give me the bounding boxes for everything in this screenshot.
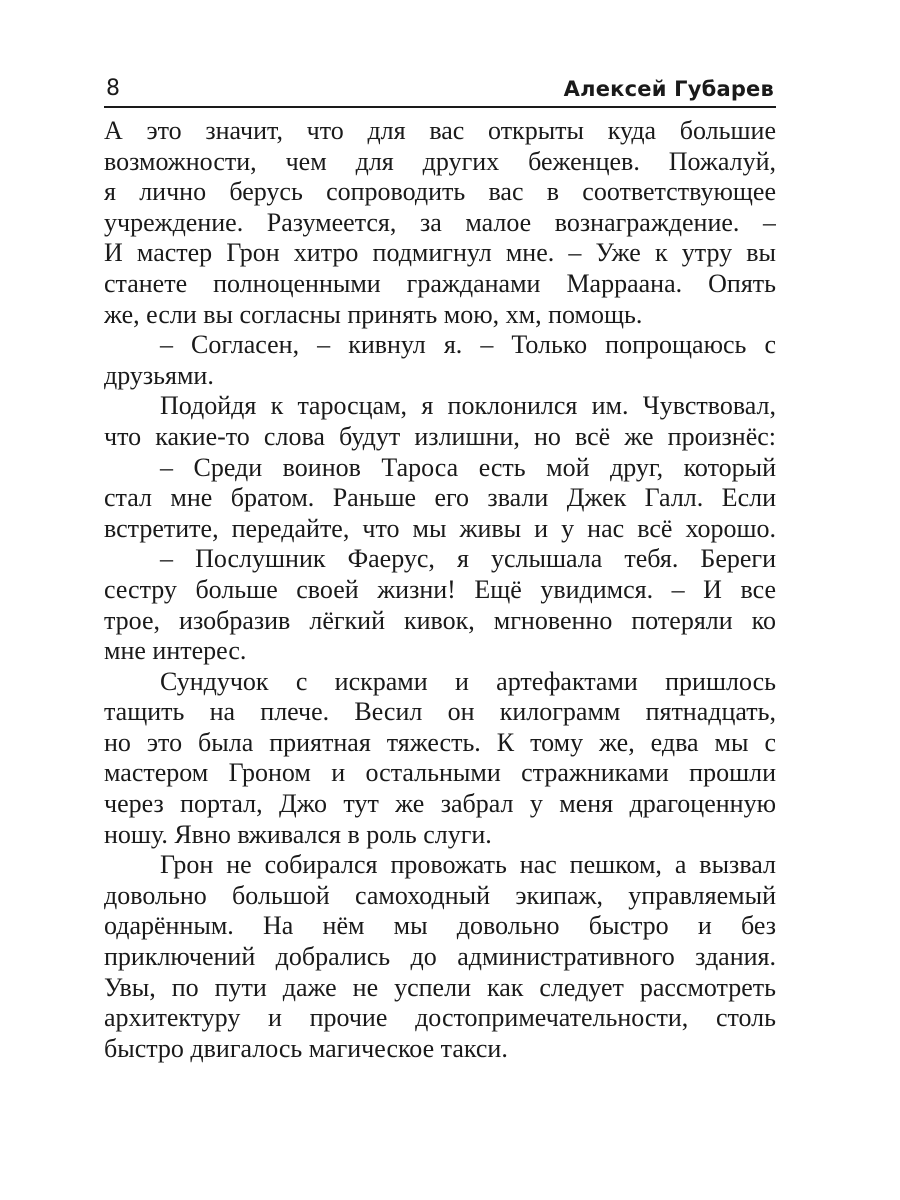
text-line: но это была приятная тяжесть. К тому же, едва мы с: [104, 727, 776, 757]
text-line: Подойдя к тaросцам, я поклонился им. Чувствовал,: [160, 391, 776, 421]
text-line: ношу. Явно вживался в роль слуги.: [104, 819, 492, 849]
text-line: мне интерес.: [104, 636, 247, 666]
page-number: 8: [106, 76, 120, 101]
text-line: что какие-то слова будут излишни, но всё же произнёс:: [104, 421, 776, 451]
text-line: И мастер Грон хитро подмигнул мне. – Уже к утру вы: [104, 238, 776, 268]
text-line: архитектуру и прочие достопримечательности, столь: [104, 1003, 776, 1033]
text-line: стал мне братом. Раньше его звали Джек Галл. Если: [104, 483, 776, 513]
paragraph: [104, 330, 776, 391]
paragraph: [104, 391, 776, 452]
text-line: же, если вы согласны принять мою, хм, помощь.: [104, 299, 643, 329]
paragraph: [104, 850, 776, 1064]
text-line: учреждение. Разумеется, за малое вознаграждение. –: [104, 207, 776, 237]
text-line: трое, изобразив лёгкий кивок, мгновенно потеряли ко: [104, 605, 776, 635]
text-line: станете полноценными гражданами Марраана. Опять: [104, 268, 776, 298]
author-name: Алексей Губарев: [563, 77, 774, 101]
body-text: [104, 116, 776, 1064]
text-line: друзьями.: [104, 360, 214, 390]
text-line: приключений добрались до административного здания.: [104, 942, 776, 972]
text-line: через портал, Джо тут же забрал у меня драгоценную: [104, 789, 776, 819]
text-line: – Согласен, – кивнул я. – Только попрощаюсь с: [160, 330, 776, 360]
text-line: встретите, передайте, что мы живы и у нас всё хорошо.: [104, 513, 776, 543]
text-line: я лично берусь сопроводить вас в соответствующее: [104, 177, 776, 207]
paragraph: [104, 116, 776, 330]
paragraph: [104, 544, 776, 666]
text-line: Увы, по пути даже не успели как следует рассмотреть: [104, 972, 776, 1002]
running-head: [104, 72, 776, 108]
paragraph: [104, 667, 776, 851]
text-line: тащить на плече. Весил он килограмм пятнадцать,: [104, 697, 776, 727]
text-line: Сундучок с искрами и артефактами пришлось: [160, 666, 776, 696]
text-line: сестру больше своей жизни! Ещё увидимся. – И все: [104, 574, 776, 604]
text-line: Грон не собирался провожать нас пешком, а вызвал: [160, 850, 776, 880]
text-line: быстро двигалось магическое такси.: [104, 1033, 508, 1063]
text-line: одарённым. На нём мы довольно быстро и без: [104, 911, 776, 941]
text-line: возможности, чем для других беженцев. Пожалуй,: [104, 146, 776, 176]
text-line: А это значит, что для вас открыты куда большие: [104, 116, 776, 145]
text-line: – Среди воинов Тароса есть мой друг, который: [160, 452, 776, 482]
text-line: мастером Гроном и остальными стражниками прошли: [104, 758, 776, 788]
text-line: довольно большой самоходный экипаж, управляемый: [104, 880, 776, 910]
text-line: – Послушник Фаерус, я услышала тебя. Береги: [160, 544, 776, 574]
paragraph: [104, 453, 776, 545]
